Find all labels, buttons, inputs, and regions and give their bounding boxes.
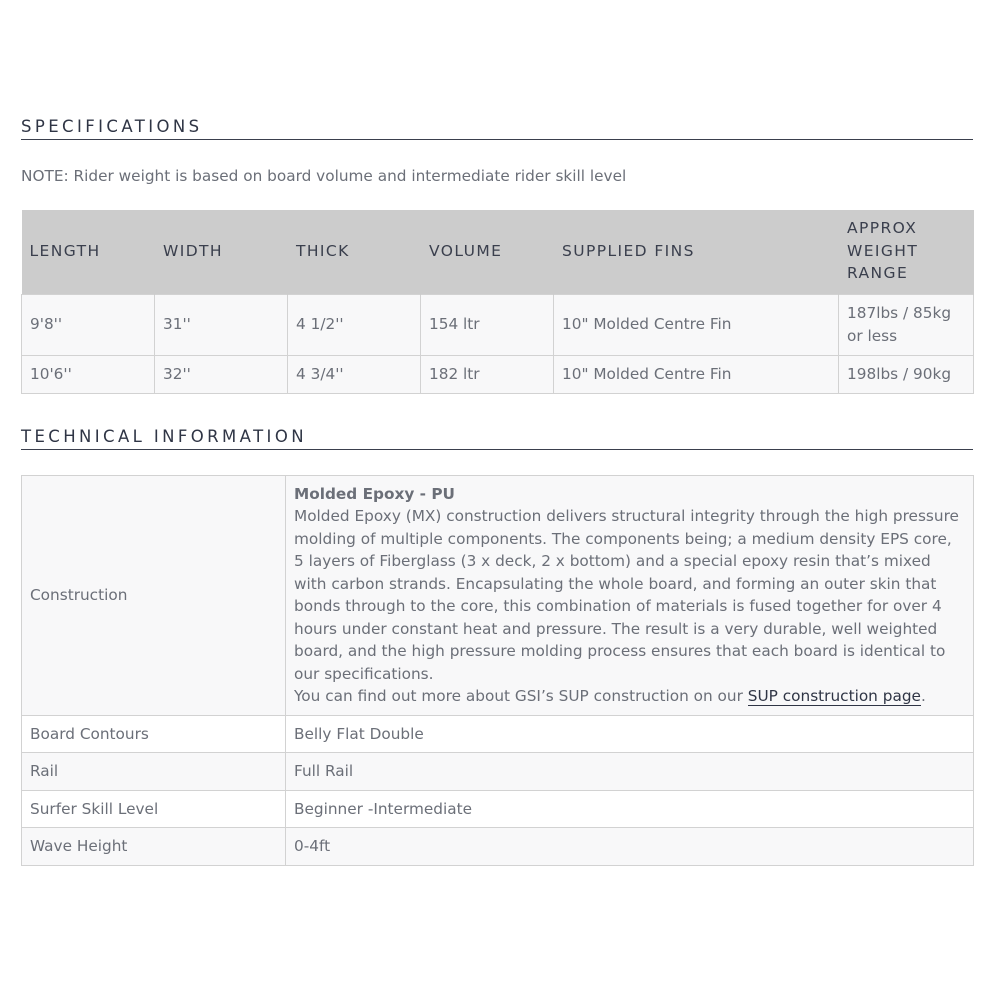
cell-volume: 182 ltr [421,355,554,393]
construction-description: Molded Epoxy (MX) construction delivers structural integrity through the high pressure molding of multiple components. The components being; a medium density EPS core, 5 layers of Fiberglass (3 x deck, 2 x bottom) and a special epoxy resin that’s mixed with carbon strands. Encapsulating the whole board, and forming an outer skin that bonds through to the core, this combination of materials is fused together for over 4 hours under constant heat and pressure. The result is a very durable, well weighted board, and the high pressure molding process ensures that each board is identical to our specifications. [294,507,959,683]
column-header-supplied-fins: SUPPLIED FINS [554,210,839,294]
cell-width: 32'' [155,355,288,393]
construction-label: Construction [22,475,286,715]
more-info-suffix: . [920,687,926,705]
table-row [22,790,974,828]
cell-weight-range: 198lbs / 90kg [839,355,974,393]
construction-heading: Molded Epoxy - PU [294,484,455,503]
cell-volume: 154 ltr [421,294,554,355]
cell-supplied-fins: 10" Molded Centre Fin [554,294,839,355]
technical-information-table [21,475,974,866]
cell-supplied-fins: 10" Molded Centre Fin [554,355,839,393]
rail-value: Full Rail [286,753,974,791]
column-header-weight-range: APPROX WEIGHT RANGE [839,210,974,294]
table-row [22,355,974,393]
table-header-row [22,210,974,294]
technical-information-heading: TECHNICAL INFORMATION [21,427,973,450]
column-header-thick: THICK [288,210,421,294]
surfer-skill-level-label: Surfer Skill Level [22,790,286,828]
table-row [22,715,974,753]
cell-thick: 4 3/4'' [288,355,421,393]
rail-label: Rail [22,753,286,791]
cell-width: 31'' [155,294,288,355]
more-info-prefix: You can find out more about GSI’s SUP construction on our [294,687,748,705]
cell-length: 9'8'' [22,294,155,355]
table-row [22,753,974,791]
specifications-heading: SPECIFICATIONS [21,117,973,140]
construction-value [286,475,974,715]
table-row [22,294,974,355]
wave-height-value: 0-4ft [286,828,974,866]
wave-height-label: Wave Height [22,828,286,866]
page-content [21,0,973,866]
cell-weight-range: 187lbs / 85kg or less [839,294,974,355]
construction-more-info [294,685,965,708]
surfer-skill-level-value: Beginner -Intermediate [286,790,974,828]
sup-construction-page-link[interactable]: SUP construction page [747,687,921,705]
column-header-width: WIDTH [155,210,288,294]
column-header-length: LENGTH [22,210,155,294]
column-header-volume: VOLUME [421,210,554,294]
specifications-table [21,210,974,394]
board-contours-label: Board Contours [22,715,286,753]
table-row [22,475,974,715]
cell-thick: 4 1/2'' [288,294,421,355]
table-row [22,828,974,866]
board-contours-value: Belly Flat Double [286,715,974,753]
rider-weight-note: NOTE: Rider weight is based on board volume and intermediate rider skill level [21,167,627,185]
cell-length: 10'6'' [22,355,155,393]
